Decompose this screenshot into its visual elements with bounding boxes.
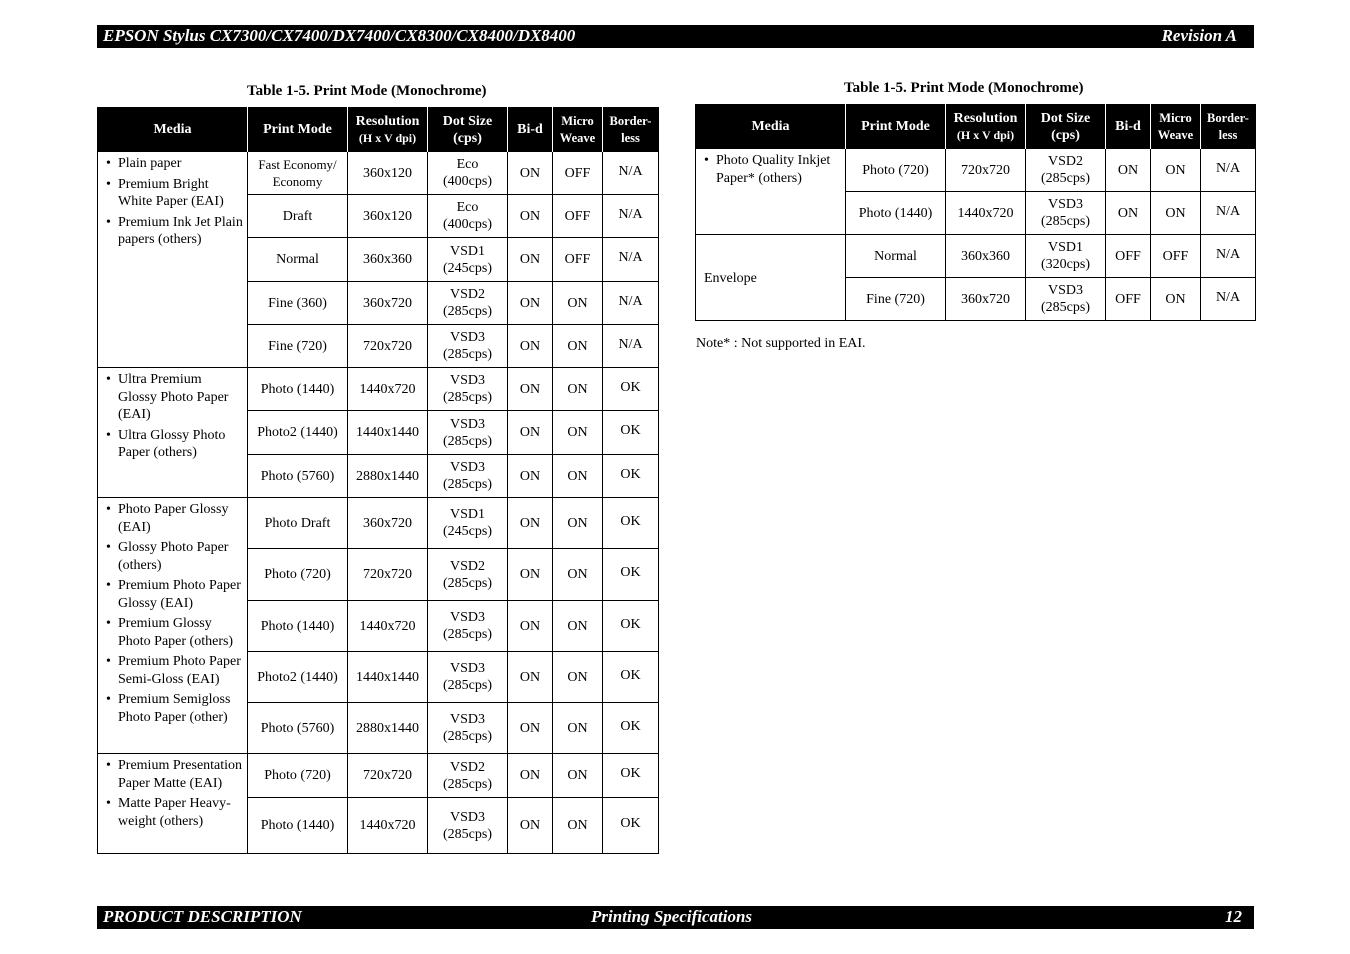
resolution-cell: 1440x1440: [348, 652, 428, 703]
dot-size-cps: (285cps): [1041, 214, 1090, 229]
dot-size-cps: (285cps): [443, 304, 492, 319]
bid-cell: OFF: [1106, 235, 1151, 278]
bid-cell: ON: [508, 652, 553, 703]
dot-size-cps: (285cps): [443, 347, 492, 362]
bid-cell: OFF: [1106, 278, 1151, 321]
media-item: Premium Photo Paper Glossy (EAI): [118, 578, 241, 611]
list-item: [106, 757, 243, 792]
borderless-cell: OK: [603, 754, 659, 798]
dot-size-cell: [428, 703, 508, 754]
table-row: [98, 498, 659, 549]
media-item: Premium Presentation Paper Matte (EAI): [118, 758, 243, 791]
dot-size-value: VSD3: [449, 610, 485, 625]
borderless-cell: OK: [603, 703, 659, 754]
footnote: Note* : Not supported in EAI.: [696, 336, 866, 351]
media-list: [106, 371, 243, 462]
media-cell: [696, 149, 846, 235]
micro-weave-cell: ON: [553, 754, 603, 798]
borderless-cell: N/A: [603, 282, 659, 325]
list-item: [106, 615, 243, 650]
dot-size-value: VSD1: [1047, 240, 1083, 255]
borderless-cell: OK: [603, 549, 659, 601]
page-header: [97, 25, 1254, 48]
resolution-cell: 360x120: [348, 195, 428, 238]
list-item: [106, 427, 243, 462]
media-item: Ultra Glossy Photo Paper (others): [118, 427, 226, 460]
dot-size-cell: [428, 282, 508, 325]
print-mode-cell: Photo (5760): [248, 455, 348, 498]
print-mode-cell: Fast Economy/ Economy: [248, 152, 348, 195]
dot-size-cps: (285cps): [443, 826, 492, 842]
media-item: Glossy Photo Paper (others): [118, 540, 229, 573]
header-print-mode: Print Mode: [846, 105, 946, 149]
header-micro-weave: Micro Weave: [553, 108, 603, 152]
print-mode-cell: Photo (1440): [248, 368, 348, 411]
borderless-cell: N/A: [1201, 192, 1256, 235]
print-mode-cell: Photo (1440): [248, 601, 348, 652]
resolution-cell: 1440x720: [348, 601, 428, 652]
dot-size-value: VSD3: [449, 373, 485, 388]
dot-size-value: VSD3: [449, 712, 485, 727]
borderless-cell: OK: [603, 798, 659, 854]
media-list: [106, 501, 243, 726]
dot-size-value: VSD2: [449, 558, 485, 574]
micro-weave-cell: ON: [553, 282, 603, 325]
dot-size-cell: [1026, 149, 1106, 192]
resolution-cell: 360x720: [946, 278, 1026, 321]
resolution-cell: 2880x1440: [348, 455, 428, 498]
dot-size-value: VSD1: [449, 507, 485, 522]
micro-weave-cell: ON: [553, 368, 603, 411]
dot-size-value: VSD2: [449, 287, 485, 302]
media-cell: [98, 754, 248, 854]
print-mode-cell: Photo2 (1440): [248, 411, 348, 455]
print-mode-cell: Normal: [846, 235, 946, 278]
dot-size-value: Eco: [456, 157, 479, 172]
list-item: [106, 371, 243, 424]
print-mode-cell: Photo2 (1440): [248, 652, 348, 703]
dot-size-value: VSD3: [449, 460, 485, 475]
dot-size-cell: [428, 411, 508, 455]
resolution-cell: 1440x720: [348, 368, 428, 411]
header-media: Media: [696, 105, 846, 149]
dot-size-cps: (245cps): [443, 260, 492, 276]
list-item: [106, 795, 243, 830]
borderless-cell: N/A: [1201, 235, 1256, 278]
print-mode-cell: Photo (1440): [846, 192, 946, 235]
page-number: 12: [1225, 907, 1242, 926]
micro-weave-cell: ON: [553, 601, 603, 652]
borderless-cell: OK: [603, 411, 659, 455]
dot-size-value: VSD3: [449, 661, 485, 676]
print-mode-cell: Photo (720): [248, 549, 348, 601]
dot-size-cps: (285cps): [443, 390, 492, 405]
resolution-cell: 360x360: [946, 235, 1026, 278]
section-label: PRODUCT DESCRIPTION: [103, 907, 302, 926]
micro-weave-cell: OFF: [553, 195, 603, 238]
borderless-cell: N/A: [603, 195, 659, 238]
media-cell: [98, 498, 248, 754]
list-item: [106, 214, 243, 249]
dot-size-cell: [428, 652, 508, 703]
dot-size-cell: [428, 754, 508, 798]
print-mode-cell: Photo Draft: [248, 498, 348, 549]
resolution-cell: 360x720: [348, 498, 428, 549]
revision-label: Revision A: [1161, 26, 1237, 45]
micro-weave-cell: OFF: [553, 152, 603, 195]
media-item: Plain paper: [118, 156, 182, 171]
micro-weave-cell: OFF: [553, 238, 603, 282]
table-header-row: [98, 108, 659, 152]
dot-size-cps: (285cps): [443, 627, 492, 642]
media-item: Premium Semigloss Photo Paper (other): [118, 692, 231, 725]
header-dot-size: Dot Size (cps): [428, 108, 508, 152]
borderless-cell: N/A: [603, 238, 659, 282]
dot-size-cell: [428, 195, 508, 238]
print-mode-cell: Photo (720): [846, 149, 946, 192]
dot-size-cps: (285cps): [443, 477, 492, 492]
list-item: [106, 155, 243, 173]
resolution-cell: 360x120: [348, 152, 428, 195]
dot-size-value: VSD3: [1047, 283, 1083, 298]
borderless-cell: N/A: [603, 325, 659, 368]
bid-cell: ON: [508, 195, 553, 238]
media-list: [704, 152, 841, 187]
print-mode-cell: Fine (720): [248, 325, 348, 368]
media-item: Ultra Premium Glossy Photo Paper (EAI): [118, 372, 229, 422]
print-mode-cell: Photo (5760): [248, 703, 348, 754]
table-row: [696, 149, 1256, 192]
micro-weave-cell: ON: [553, 498, 603, 549]
header-micro-weave: Micro Weave: [1151, 105, 1201, 149]
dot-size-cell: [428, 455, 508, 498]
borderless-cell: OK: [603, 455, 659, 498]
list-item: [106, 653, 243, 688]
media-cell: [98, 152, 248, 368]
dot-size-cps: (400cps): [443, 217, 492, 232]
resolution-cell: 360x720: [348, 282, 428, 325]
dot-size-cps: (285cps): [443, 433, 492, 449]
bid-cell: ON: [508, 368, 553, 411]
media-cell: [696, 235, 846, 321]
print-mode-cell: Normal: [248, 238, 348, 282]
media-item: Envelope: [704, 270, 757, 286]
bid-cell: ON: [508, 455, 553, 498]
dot-size-value: VSD2: [449, 759, 485, 775]
borderless-cell: OK: [603, 601, 659, 652]
header-dot-size: Dot Size (cps): [1026, 105, 1106, 149]
dot-size-cps: (285cps): [443, 575, 492, 591]
borderless-cell: OK: [603, 498, 659, 549]
borderless-cell: OK: [603, 368, 659, 411]
bid-cell: ON: [508, 703, 553, 754]
bid-cell: ON: [508, 325, 553, 368]
micro-weave-cell: ON: [553, 325, 603, 368]
table-row: [696, 235, 1256, 278]
resolution-cell: 2880x1440: [348, 703, 428, 754]
resolution-cell: 1440x1440: [348, 411, 428, 455]
dot-size-cps: (320cps): [1041, 257, 1090, 272]
media-cell: [98, 368, 248, 498]
dot-size-cps: (285cps): [1041, 171, 1090, 186]
media-item: Matte Paper Heavy-weight (others): [118, 796, 231, 829]
print-mode-cell: Fine (360): [248, 282, 348, 325]
borderless-cell: N/A: [603, 152, 659, 195]
list-item: [106, 539, 243, 574]
header-print-mode: Print Mode: [248, 108, 348, 152]
dot-size-cps: (285cps): [443, 729, 492, 744]
dot-size-value: VSD3: [449, 416, 485, 432]
bid-cell: ON: [508, 601, 553, 652]
list-item: [106, 176, 243, 211]
resolution-cell: 720x720: [348, 549, 428, 601]
resolution-cell: 360x360: [348, 238, 428, 282]
media-item: Photo Paper Glossy (EAI): [118, 502, 229, 535]
micro-weave-cell: ON: [553, 411, 603, 455]
header-resolution: Resolution (H x V dpi): [946, 105, 1026, 149]
micro-weave-cell: ON: [553, 798, 603, 854]
micro-weave-cell: ON: [1151, 192, 1201, 235]
dot-size-cell: [428, 368, 508, 411]
bid-cell: ON: [508, 152, 553, 195]
micro-weave-cell: ON: [553, 455, 603, 498]
resolution-cell: 720x720: [946, 149, 1026, 192]
header-media: Media: [98, 108, 248, 152]
list-item: [106, 577, 243, 612]
resolution-cell: 720x720: [348, 325, 428, 368]
micro-weave-cell: ON: [553, 703, 603, 754]
micro-weave-cell: ON: [1151, 278, 1201, 321]
page-footer: [97, 906, 1254, 929]
dot-size-cell: [428, 325, 508, 368]
list-item: [106, 501, 243, 536]
subsection-label: Printing Specifications: [591, 907, 753, 926]
document-title: EPSON Stylus CX7300/CX7400/DX7400/CX8300/CX8400/DX8400: [103, 26, 576, 45]
resolution-cell: 1440x720: [946, 192, 1026, 235]
table-caption-right: Table 1-5. Print Mode (Monochrome): [844, 80, 1084, 96]
bid-cell: ON: [508, 798, 553, 854]
dot-size-cps: (245cps): [443, 524, 492, 539]
micro-weave-cell: ON: [553, 652, 603, 703]
bid-cell: ON: [508, 549, 553, 601]
dot-size-cell: [1026, 278, 1106, 321]
media-item: Premium Photo Paper Semi-Gloss (EAI): [118, 654, 241, 687]
dot-size-cell: [428, 238, 508, 282]
dot-size-cps: (400cps): [443, 174, 492, 189]
dot-size-cell: [428, 798, 508, 854]
print-mode-table-left: [97, 107, 659, 854]
media-item: Premium Ink Jet Plain papers (others): [118, 214, 243, 247]
bid-cell: ON: [1106, 192, 1151, 235]
header-borderless: Border- less: [603, 108, 659, 152]
header-bid: Bi-d: [1106, 105, 1151, 149]
media-list: [106, 155, 243, 249]
print-mode-cell: Draft: [248, 195, 348, 238]
dot-size-cell: [428, 152, 508, 195]
header-bid: Bi-d: [508, 108, 553, 152]
dot-size-value: VSD1: [449, 243, 485, 259]
print-mode-cell: Photo (720): [248, 754, 348, 798]
dot-size-cell: [428, 549, 508, 601]
borderless-cell: N/A: [1201, 278, 1256, 321]
resolution-cell: 720x720: [348, 754, 428, 798]
dot-size-cell: [428, 601, 508, 652]
media-item: Photo Quality Inkjet Paper* (others): [716, 153, 831, 186]
borderless-cell: OK: [603, 652, 659, 703]
dot-size-value: VSD3: [449, 809, 485, 825]
resolution-cell: 1440x720: [348, 798, 428, 854]
dot-size-cell: [1026, 192, 1106, 235]
header-borderless: Border- less: [1201, 105, 1256, 149]
print-mode-table-right: [695, 104, 1256, 321]
table-row: [98, 152, 659, 195]
table-caption-left: Table 1-5. Print Mode (Monochrome): [247, 83, 487, 99]
media-item: Premium Glossy Photo Paper (others): [118, 616, 234, 649]
table-row: [98, 368, 659, 411]
dot-size-cps: (285cps): [1041, 300, 1090, 315]
dot-size-cps: (285cps): [443, 678, 492, 693]
bid-cell: ON: [508, 411, 553, 455]
dot-size-value: VSD3: [449, 330, 485, 345]
bid-cell: ON: [508, 238, 553, 282]
bid-cell: ON: [508, 282, 553, 325]
dot-size-cps: (285cps): [443, 776, 492, 792]
list-item: [704, 152, 841, 187]
micro-weave-cell: ON: [1151, 149, 1201, 192]
micro-weave-cell: ON: [553, 549, 603, 601]
dot-size-value: VSD3: [1047, 197, 1083, 212]
dot-size-cell: [1026, 235, 1106, 278]
media-list: [106, 757, 243, 830]
media-item: Premium Bright White Paper (EAI): [118, 176, 224, 209]
dot-size-value: Eco: [456, 200, 479, 215]
borderless-cell: N/A: [1201, 149, 1256, 192]
table-row: [98, 754, 659, 798]
bid-cell: ON: [1106, 149, 1151, 192]
print-mode-cell: Fine (720): [846, 278, 946, 321]
bid-cell: ON: [508, 754, 553, 798]
header-resolution: Resolution (H x V dpi): [348, 108, 428, 152]
table-header-row: [696, 105, 1256, 149]
print-mode-cell: Photo (1440): [248, 798, 348, 854]
dot-size-cell: [428, 498, 508, 549]
bid-cell: ON: [508, 498, 553, 549]
list-item: [106, 691, 243, 726]
micro-weave-cell: OFF: [1151, 235, 1201, 278]
dot-size-value: VSD2: [1047, 154, 1083, 169]
